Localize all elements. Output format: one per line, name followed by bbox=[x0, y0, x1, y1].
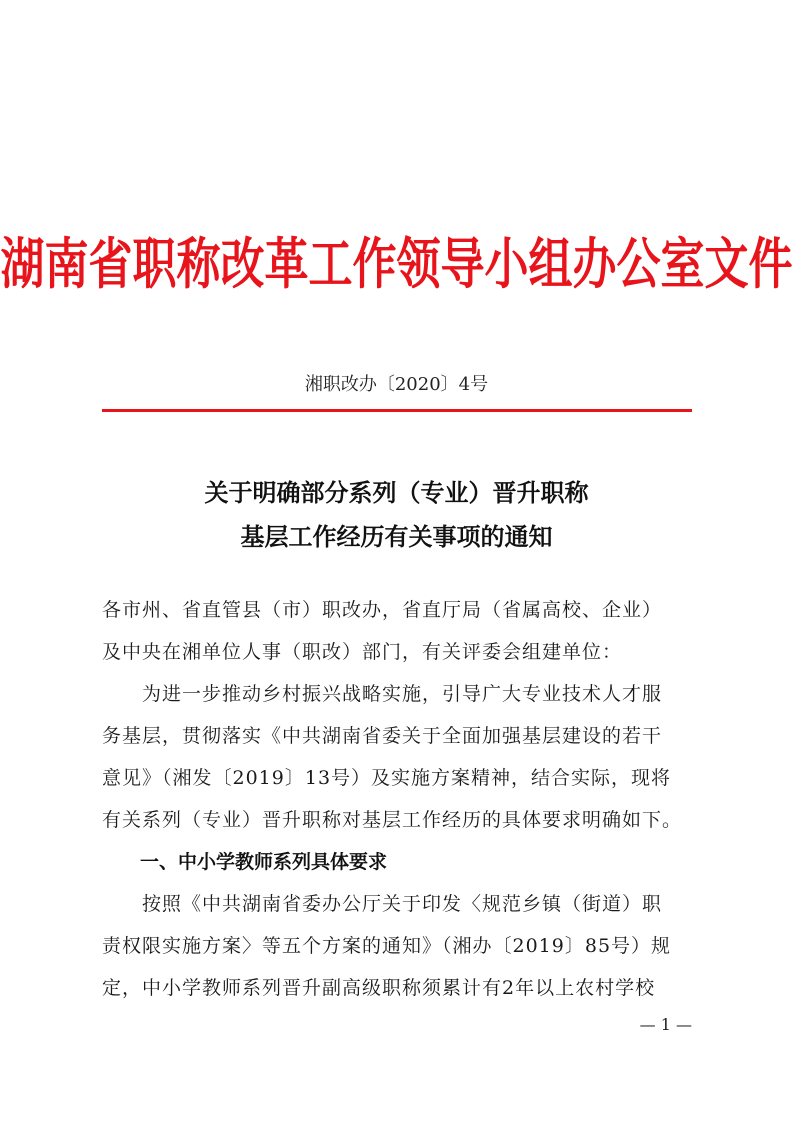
body-line: 各市州、省直管县（市）职改办，省直厅局（省属高校、企业） bbox=[102, 599, 663, 621]
notice-title-line-2: 基层工作经历有关事项的通知 bbox=[240, 522, 553, 551]
body-line: 有关系列（专业）晋升职称对基层工作经历的具体要求明确如下。 bbox=[102, 809, 683, 831]
section-body-line: 定，中小学教师系列晋升副高级职称须累计有2年以上农村学校 bbox=[102, 977, 656, 999]
red-divider-line bbox=[102, 409, 692, 412]
section-body-line: 责权限实施方案〉等五个方案的通知》（湘办〔2019〕85号）规 bbox=[102, 935, 672, 957]
page-number: — 1 — bbox=[639, 1015, 692, 1034]
document-number: 湘职改办〔2020〕4号 bbox=[304, 374, 489, 395]
section-heading-1: 一、中小学教师系列具体要求 bbox=[140, 851, 388, 873]
body-line: 意见》（湘发〔2019〕13号）及实施方案精神，结合实际，现将 bbox=[102, 767, 672, 789]
body-line: 务基层，贯彻落实《中共湖南省委关于全面加强基层建设的若干 bbox=[102, 725, 663, 747]
body-line: 及中央在湘单位人事（职改）部门，有关评委会组建单位： bbox=[102, 641, 623, 663]
body-line: 为进一步推动乡村振兴战略实施，引导广大专业技术人才服 bbox=[102, 683, 663, 705]
section-body-line: 按照《中共湖南省委办公厅关于印发〈规范乡镇（街道）职 bbox=[102, 893, 663, 915]
issuer-header-title: 湖南省职称改革工作领导小组办公室文件 bbox=[0, 233, 793, 297]
notice-title-line-1: 关于明确部分系列（专业）晋升职称 bbox=[204, 478, 589, 507]
